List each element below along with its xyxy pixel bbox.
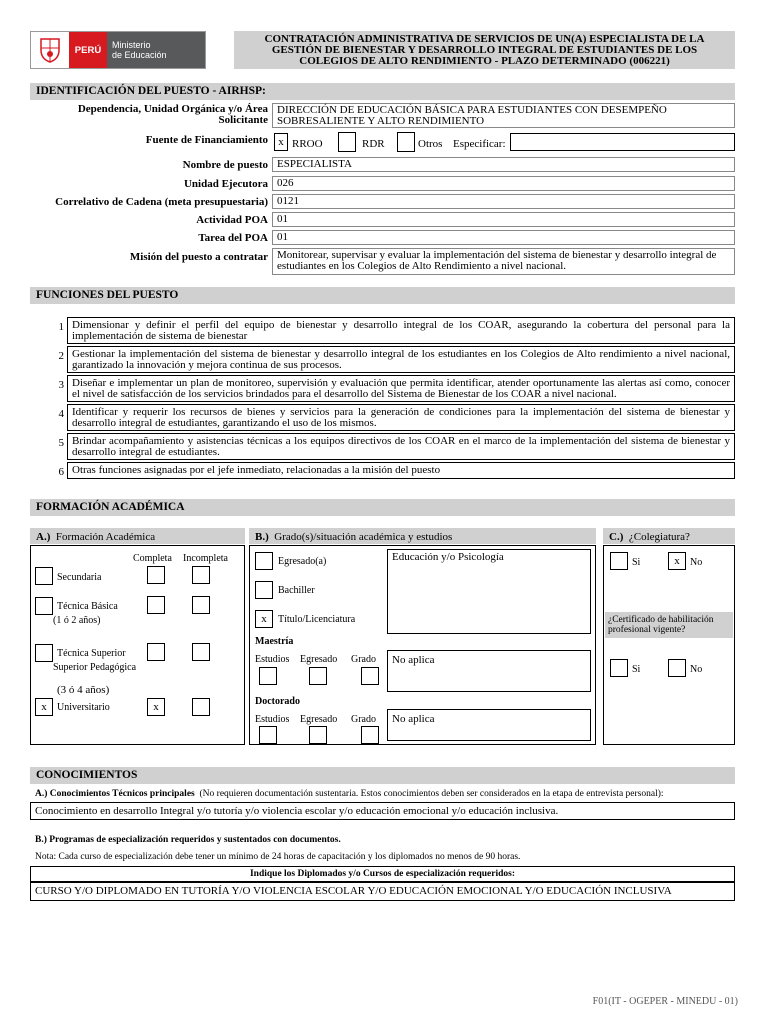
fuente-especificar-label: Especificar: xyxy=(453,138,506,150)
dependencia-label: Dependencia, Unidad Orgánica y/o Área Solicitante xyxy=(77,103,268,126)
unidad-label: Unidad Ejecutora xyxy=(183,178,268,190)
funcion-2-text: Gestionar la implementación del sistema de bienestar y desarrollo integral de los estudiantes en los Colegios de Alto rendimiento a nivel nacional, garantizado la innovación y mejora continua de sus procesos. xyxy=(67,346,735,373)
conocimientos-b-value: CURSO Y/O DIPLOMADO EN TUTORÍA Y/O VIOLENCIA ESCOLAR Y/O EDUCACIÓN EMOCIONAL Y/O EDUCACIÓN INCLUSIVA xyxy=(30,882,735,901)
tres-cuatro-anos-label: (3 ó 4 años) xyxy=(57,684,110,696)
secundaria-completa-checkbox[interactable] xyxy=(147,566,165,584)
funcion-3-num: 3 xyxy=(58,379,64,391)
funcion-6-text: Otras funciones asignadas por el jefe inmediato, relacionadas a la misión del puesto xyxy=(67,462,735,479)
egresado-checkbox[interactable] xyxy=(255,552,273,570)
fuente-label: Fuente de Financiamiento xyxy=(145,134,268,146)
logo-ministry-block xyxy=(107,32,205,68)
funcion-4-num: 4 xyxy=(58,408,64,420)
universitario-incompleta-checkbox[interactable] xyxy=(192,698,210,716)
universitario-checkbox[interactable]: x xyxy=(35,698,53,716)
colegiatura-si-checkbox[interactable] xyxy=(610,552,628,570)
maestria-label: Maestría xyxy=(255,636,294,647)
universitario-label: Universitario xyxy=(57,702,110,713)
tecnica-superior-incompleta-checkbox[interactable] xyxy=(192,643,210,661)
tecnica-basica-completa-checkbox[interactable] xyxy=(147,596,165,614)
funcion-3-text: Diseñar e implementar un plan de monitoreo, supervisión y evaluación que permita identificar, atender oportunamente las alertas así como, conocer el nivel de satisfacción de los servicios brindados para el desarrollo del Sistema de Bienestar de los COAR a nivel nacional. xyxy=(67,375,735,402)
egresado-label: Egresado(a) xyxy=(278,556,327,567)
footer-code: F01(IT - OGEPER - MINEDU - 01) xyxy=(592,996,738,1007)
certificado-si-checkbox[interactable] xyxy=(610,659,628,677)
doctorado-estudios-checkbox[interactable] xyxy=(259,726,277,744)
tecnica-superior-completa-checkbox[interactable] xyxy=(147,643,165,661)
fuente-rroo-label: RROO xyxy=(292,138,323,150)
tecnica-superior-checkbox[interactable] xyxy=(35,644,53,662)
col-completa: Completa xyxy=(133,553,172,564)
mision-value: Monitorear, supervisar y evaluar la implementación del sistema de bienestar y desarrollo integral de estudiantes en los Colegios de Alto Rendimiento a nivel nacional. xyxy=(272,248,735,275)
superior-pedagogica-label: Superior Pedagógica xyxy=(53,662,137,673)
funcion-6-num: 6 xyxy=(58,466,64,478)
maestria-egresado-label: Egresado xyxy=(300,654,338,665)
maestria-grado-label: Grado xyxy=(351,654,376,665)
tecnica-superior-label: Técnica Superior xyxy=(57,648,126,659)
certificado-si-label: Si xyxy=(632,664,641,675)
section-formacion: FORMACIÓN ACADÉMICA xyxy=(30,499,735,516)
mision-label: Misión del puesto a contratar xyxy=(129,251,268,263)
doctorado-grado-label: Grado xyxy=(351,714,376,725)
tecnica-basica-anos: (1 ó 2 años) xyxy=(53,615,101,626)
header-logo xyxy=(30,31,206,69)
certificado-no-label: No xyxy=(690,664,703,675)
document-title xyxy=(234,31,735,69)
funcion-1-text: Dimensionar y definir el perfil del equipo de bienestar y desarrollo integral de los COAR, asegurando la cobertura del personal para la implementación de sistema de bienestar xyxy=(67,317,735,344)
logo-country: PERÚ xyxy=(74,44,102,56)
fuente-rroo-box[interactable] xyxy=(338,132,356,152)
bachiller-checkbox[interactable] xyxy=(255,581,273,599)
maestria-grado-checkbox[interactable] xyxy=(361,667,379,685)
secundaria-checkbox[interactable] xyxy=(35,567,53,585)
nombre-value: ESPECIALISTA xyxy=(272,157,735,172)
maestria-egresado-checkbox[interactable] xyxy=(309,667,327,685)
funcion-5-text: Brindar acompañamiento y asistencias técnicas a los equipos directivos de los COAR en el marco de la implementación del sistema de bienestar y desarrollo integral de estudiantes. xyxy=(67,433,735,460)
logo-ministry-line2: de Educación xyxy=(112,50,167,60)
formacion-c-header: C.) ¿Colegiatura? xyxy=(603,528,735,544)
doctorado-estudios-label: Estudios xyxy=(255,714,290,725)
tecnica-basica-label: Técnica Básica xyxy=(57,601,118,612)
logo-country-block xyxy=(69,32,107,68)
tarea-label: Tarea del POA xyxy=(198,232,268,244)
conocimientos-b-title: B.) Programas de especialización requeridos y sustentados con documentos. xyxy=(35,835,341,845)
certificado-header: ¿Certificado de habilitación profesional vigente? xyxy=(605,612,733,638)
maestria-estudios-label: Estudios xyxy=(255,654,290,665)
conocimientos-b-note: Nota: Cada curso de especialización debe tener un mínimo de 24 horas de capacitación y los diplomados no menos de 90 horas. xyxy=(35,852,521,862)
actividad-label: Actividad POA xyxy=(196,214,268,226)
secundaria-label: Secundaria xyxy=(57,572,102,583)
tecnica-basica-checkbox[interactable] xyxy=(35,597,53,615)
funcion-2-num: 2 xyxy=(58,350,64,362)
titulo-label: Título/Licenciatura xyxy=(278,614,356,625)
funcion-1-num: 1 xyxy=(58,321,64,333)
formacion-c-panel xyxy=(603,545,735,745)
tecnica-basica-incompleta-checkbox[interactable] xyxy=(192,596,210,614)
fuente-otros-label: Otros xyxy=(418,138,443,150)
conocimientos-b-header: Indique los Diplomados y/o Cursos de especialización requeridos: xyxy=(30,866,735,882)
funcion-5-num: 5 xyxy=(58,437,64,449)
document-title-text: CONTRATACIÓN ADMINISTRATIVA DE SERVICIOS DE UN(A) ESPECIALISTA DE LA GESTIÓN DE BIENESTAR Y DESARROLLO INTEGRAL DE ESTUDIANTES DE LOS COLEGIOS DE ALTO RENDIMIENTO - PLAZO DETERMINADO (006221) xyxy=(264,33,705,67)
section-identificacion xyxy=(30,83,735,100)
titulo-checkbox[interactable]: x xyxy=(255,610,273,628)
correlativo-label: Correlativo de Cadena (meta presupuestaria) xyxy=(55,196,268,208)
carrera-field: Educación y/o Psicología xyxy=(387,549,591,634)
doctorado-field: No aplica xyxy=(387,709,591,741)
unidad-value: 026 xyxy=(272,176,735,191)
maestria-field: No aplica xyxy=(387,650,591,692)
doctorado-label: Doctorado xyxy=(255,696,300,707)
fuente-rdr-checkbox[interactable] xyxy=(397,132,415,152)
conocimientos-a-value: Conocimiento en desarrollo Integral y/o tutoría y/o violencia escolar y/o educación emocional y/o educación inclusiva. xyxy=(30,802,735,820)
formacion-b-header: B.) Grado(s)/situación académica y estudios xyxy=(249,528,596,544)
formacion-a-header: A.) Formación Académica xyxy=(30,528,245,544)
maestria-estudios-checkbox[interactable] xyxy=(259,667,277,685)
fuente-rroo-checkbox[interactable]: x xyxy=(274,133,288,151)
coat-of-arms-icon xyxy=(31,32,69,68)
dependencia-value: DIRECCIÓN DE EDUCACIÓN BÁSICA PARA ESTUDIANTES CON DESEMPEÑO SOBRESALIENTE Y ALTO RENDIMIENTO xyxy=(272,103,735,128)
nombre-label: Nombre de puesto xyxy=(182,159,268,171)
fuente-rdr-label: RDR xyxy=(362,138,385,150)
colegiatura-no-checkbox[interactable]: x xyxy=(668,552,686,570)
correlativo-value: 0121 xyxy=(272,194,735,209)
colegiatura-si-label: Si xyxy=(632,557,641,568)
section-conocimientos: CONOCIMIENTOS xyxy=(30,767,735,784)
doctorado-grado-checkbox[interactable] xyxy=(361,726,379,744)
colegiatura-no-label: No xyxy=(690,557,703,568)
certificado-no-checkbox[interactable] xyxy=(668,659,686,677)
doctorado-egresado-label: Egresado xyxy=(300,714,338,725)
actividad-value: 01 xyxy=(272,212,735,227)
fuente-especificar-field[interactable] xyxy=(510,133,735,151)
tarea-value: 01 xyxy=(272,230,735,245)
doctorado-egresado-checkbox[interactable] xyxy=(309,726,327,744)
universitario-completa-checkbox[interactable]: x xyxy=(147,698,165,716)
section-funciones: FUNCIONES DEL PUESTO xyxy=(30,287,735,304)
conocimientos-a-line: A.) Conocimientos Técnicos principales (No requieren documentación sustentaria. Estos conocimientos deben ser considerados en la etapa de entrevista personal): xyxy=(35,789,664,799)
funcion-4-text: Identificar y requerir los recursos de bienes y servicios para la generación de condiciones para la implementación del sistema de bienestar y desarrollo integral de estudiantes, garantizando el uso de los mismos. xyxy=(67,404,735,431)
secundaria-incompleta-checkbox[interactable] xyxy=(192,566,210,584)
section-identificacion-title: IDENTIFICACIÓN DEL PUESTO - AIRHSP: xyxy=(36,85,266,97)
logo-ministry-line1: Ministerio xyxy=(112,40,151,50)
bachiller-label: Bachiller xyxy=(278,585,315,596)
col-incompleta: Incompleta xyxy=(183,553,228,564)
